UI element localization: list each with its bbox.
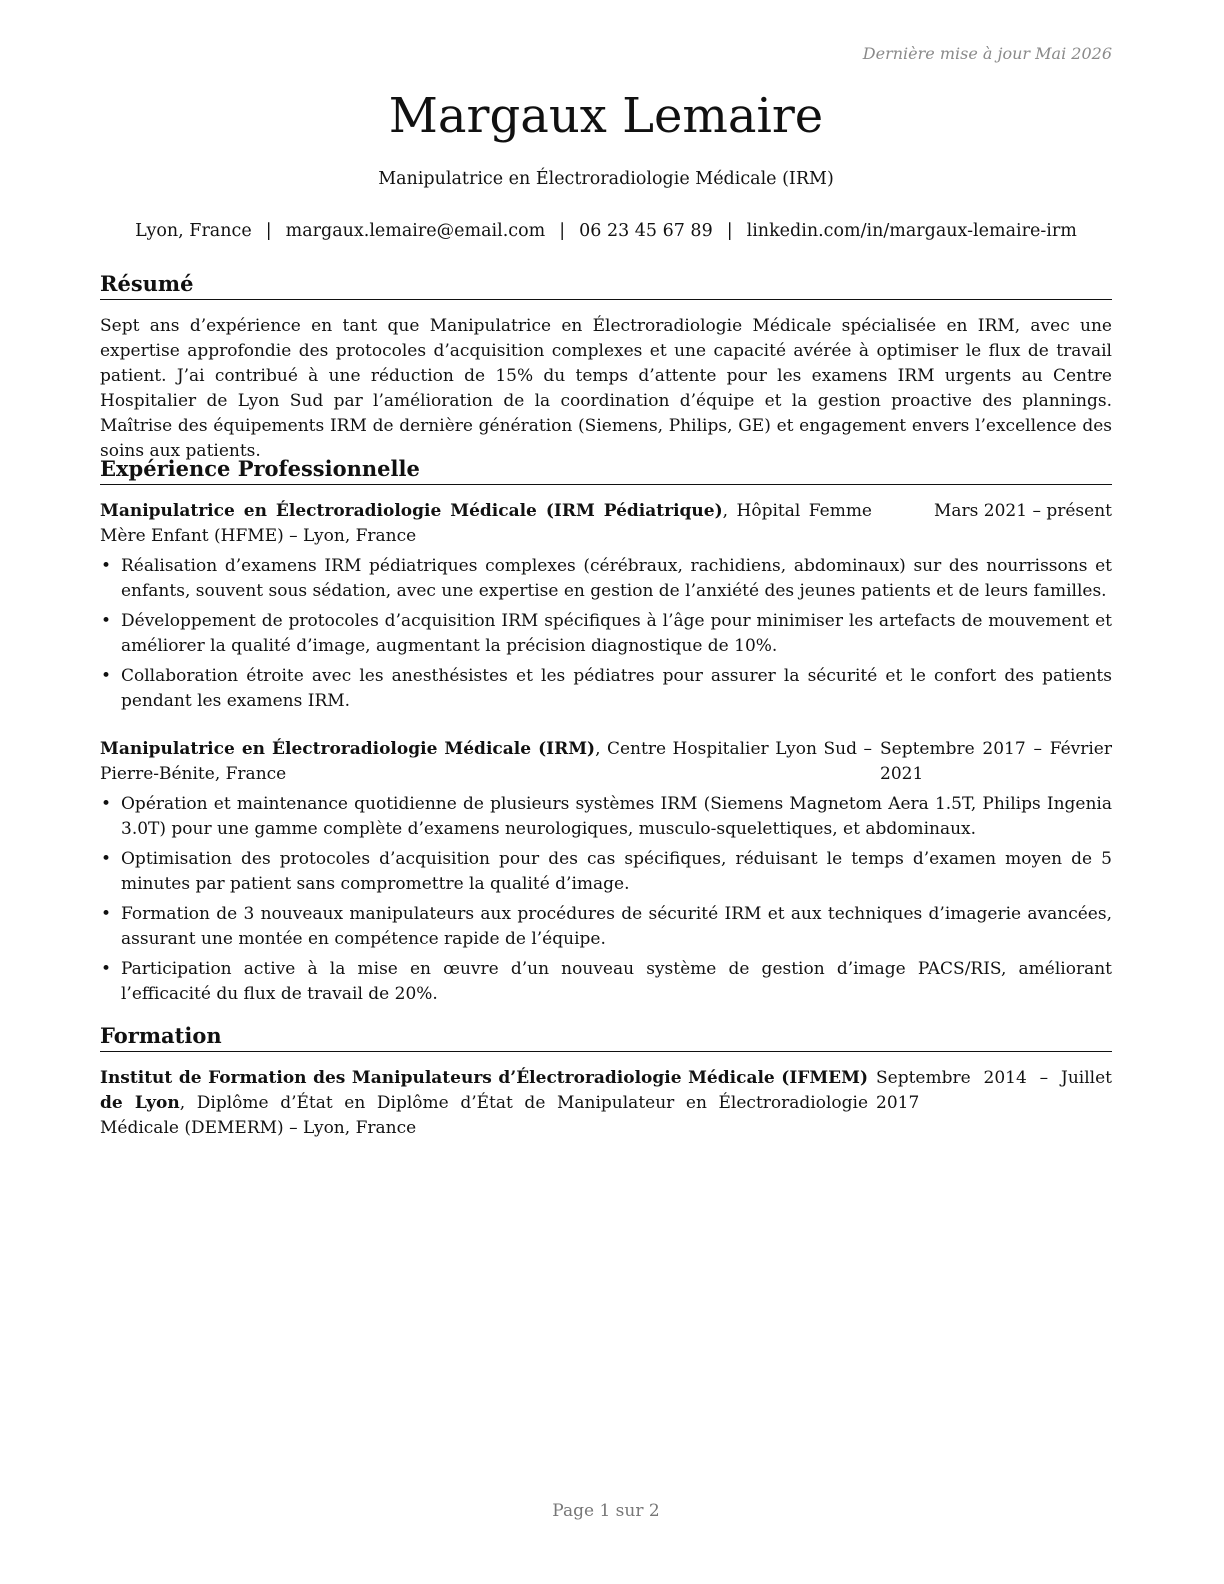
bullet-text: Réalisation d’examens IRM pédiatriques complexes (cérébraux, rachidiens, abdominaux) sur des nourrissons et enfants, souvent sous sédation, avec une expertise en gestion de l’anxiété des jeunes patients et de leurs familles. [121, 556, 1112, 601]
education-dates: Septembre 2014 – Juillet 2017 [876, 1068, 1112, 1113]
list-item [100, 664, 1112, 714]
candidate-name: Margaux Lemaire [388, 88, 824, 144]
contact-linkedin[interactable]: linkedin.com/in/margaux-lemaire-irm [746, 221, 1077, 241]
bullet-icon: • [101, 611, 112, 631]
job-entry [100, 737, 1112, 1012]
job-employer: , Hôpital Femme Mère Enfant (HFME) – Lyon, France [100, 501, 872, 546]
education-header [100, 1066, 1112, 1141]
job-role-employer [100, 737, 872, 787]
bullet-text: Développement de protocoles d’acquisition IRM spécifiques à l’âge pour minimiser les artefacts de mouvement et améliorer la qualité d’image, augmentant la précision diagnostique de 10%. [121, 611, 1112, 656]
education-details: , Diplôme d’État en Diplôme d’État de Manipulateur en Électroradiologie Médicale (DEMERM) – Lyon, France [100, 1093, 869, 1138]
section-heading-summary: Résumé [100, 270, 1112, 300]
bullet-text: Collaboration étroite avec les anesthésistes et les pédiatres pour assurer la sécurité et le confort des patients pendant les examens IRM. [121, 666, 1112, 711]
contact-location: Lyon, France [135, 221, 252, 241]
job-header [100, 499, 1112, 549]
contact-separator: | [726, 221, 733, 241]
job-dates: Mars 2021 – présent [933, 501, 1112, 521]
list-item [100, 957, 1112, 1007]
job-role: Manipulatrice en Électroradiologie Médicale (IRM) [100, 739, 596, 759]
education-school: Institut de Formation des Manipulateurs d’Électroradiologie Médicale (IFMEM) de Lyon [100, 1068, 868, 1113]
bullet-text: Participation active à la mise en œuvre d’un nouveau système de gestion d’image PACS/RIS, améliorant l’efficacité du flux de travail de 20%. [121, 959, 1112, 1004]
job-role-employer [100, 499, 872, 549]
contact-line [100, 219, 1112, 243]
job-role: Manipulatrice en Électroradiologie Médicale (IRM Pédiatrique) [100, 501, 723, 521]
contact-separator: | [265, 221, 272, 241]
job-header [100, 737, 1112, 787]
last-updated: Dernière mise à jour Mai 2026 [862, 44, 1112, 63]
bullet-icon: • [101, 794, 112, 814]
contact-email[interactable]: margaux.lemaire@email.com [285, 221, 546, 241]
list-item [100, 792, 1112, 842]
section-heading-education: Formation [100, 1022, 1112, 1052]
bullet-text: Optimisation des protocoles d’acquisition pour des cas spécifiques, réduisant le temps d’examen moyen de 5 minutes par patient sans compromettre la qualité d’image. [121, 849, 1112, 894]
list-item [100, 609, 1112, 659]
bullet-text: Opération et maintenance quotidienne de plusieurs systèmes IRM (Siemens Magnetom Aera 1.5T, Philips Ingenia 3.0T) pour une gamme complète d’examens neurologiques, musculo-squelettiques, et abdominaux. [121, 794, 1112, 839]
job-dates: Septembre 2017 – Février 2021 [880, 739, 1112, 784]
resume-page [100, 0, 1112, 1584]
contact-phone[interactable]: 06 23 45 67 89 [579, 221, 713, 241]
list-item [100, 902, 1112, 952]
bullet-icon: • [101, 904, 112, 924]
bullet-icon: • [101, 556, 112, 576]
job-employer: , Centre Hospitalier Lyon Sud – Pierre-Bénite, France [100, 739, 872, 784]
job-bullets [100, 792, 1112, 1007]
job-entry [100, 499, 1112, 719]
bullet-icon: • [101, 666, 112, 686]
list-item [100, 554, 1112, 604]
summary-text: Sept ans d’expérience en tant que Manipulatrice en Électroradiologie Médicale spécialisée en IRM, avec une expertise approfondie des protocoles d’acquisition complexes et une capacité avérée à optimiser le flux de travail patient. J’ai contribué à une réduction de 15% du temps d’attente pour les examens IRM urgents au Centre Hospitalier de Lyon Sud par l’amélioration de la coordination d’équipe et la gestion proactive des plannings. Maîtrise des équipements IRM de dernière génération (Siemens, Philips, GE) et engagement envers l’excellence des soins aux patients. [100, 316, 1112, 461]
list-item [100, 847, 1112, 897]
bullet-icon: • [101, 849, 112, 869]
bullet-icon: • [101, 959, 112, 979]
education-entry [100, 1066, 1112, 1141]
page-number: Page 1 sur 2 [552, 1501, 660, 1521]
contact-separator: | [559, 221, 566, 241]
job-bullets [100, 554, 1112, 714]
education-school-details [100, 1066, 868, 1141]
section-heading-experience: Expérience Professionnelle [100, 455, 1112, 485]
job-title: Manipulatrice en Électroradiologie Médicale (IRM) [378, 169, 834, 189]
bullet-text: Formation de 3 nouveaux manipulateurs aux procédures de sécurité IRM et aux techniques d’imagerie avancées, assurant une montée en compétence rapide de l’équipe. [121, 904, 1112, 949]
